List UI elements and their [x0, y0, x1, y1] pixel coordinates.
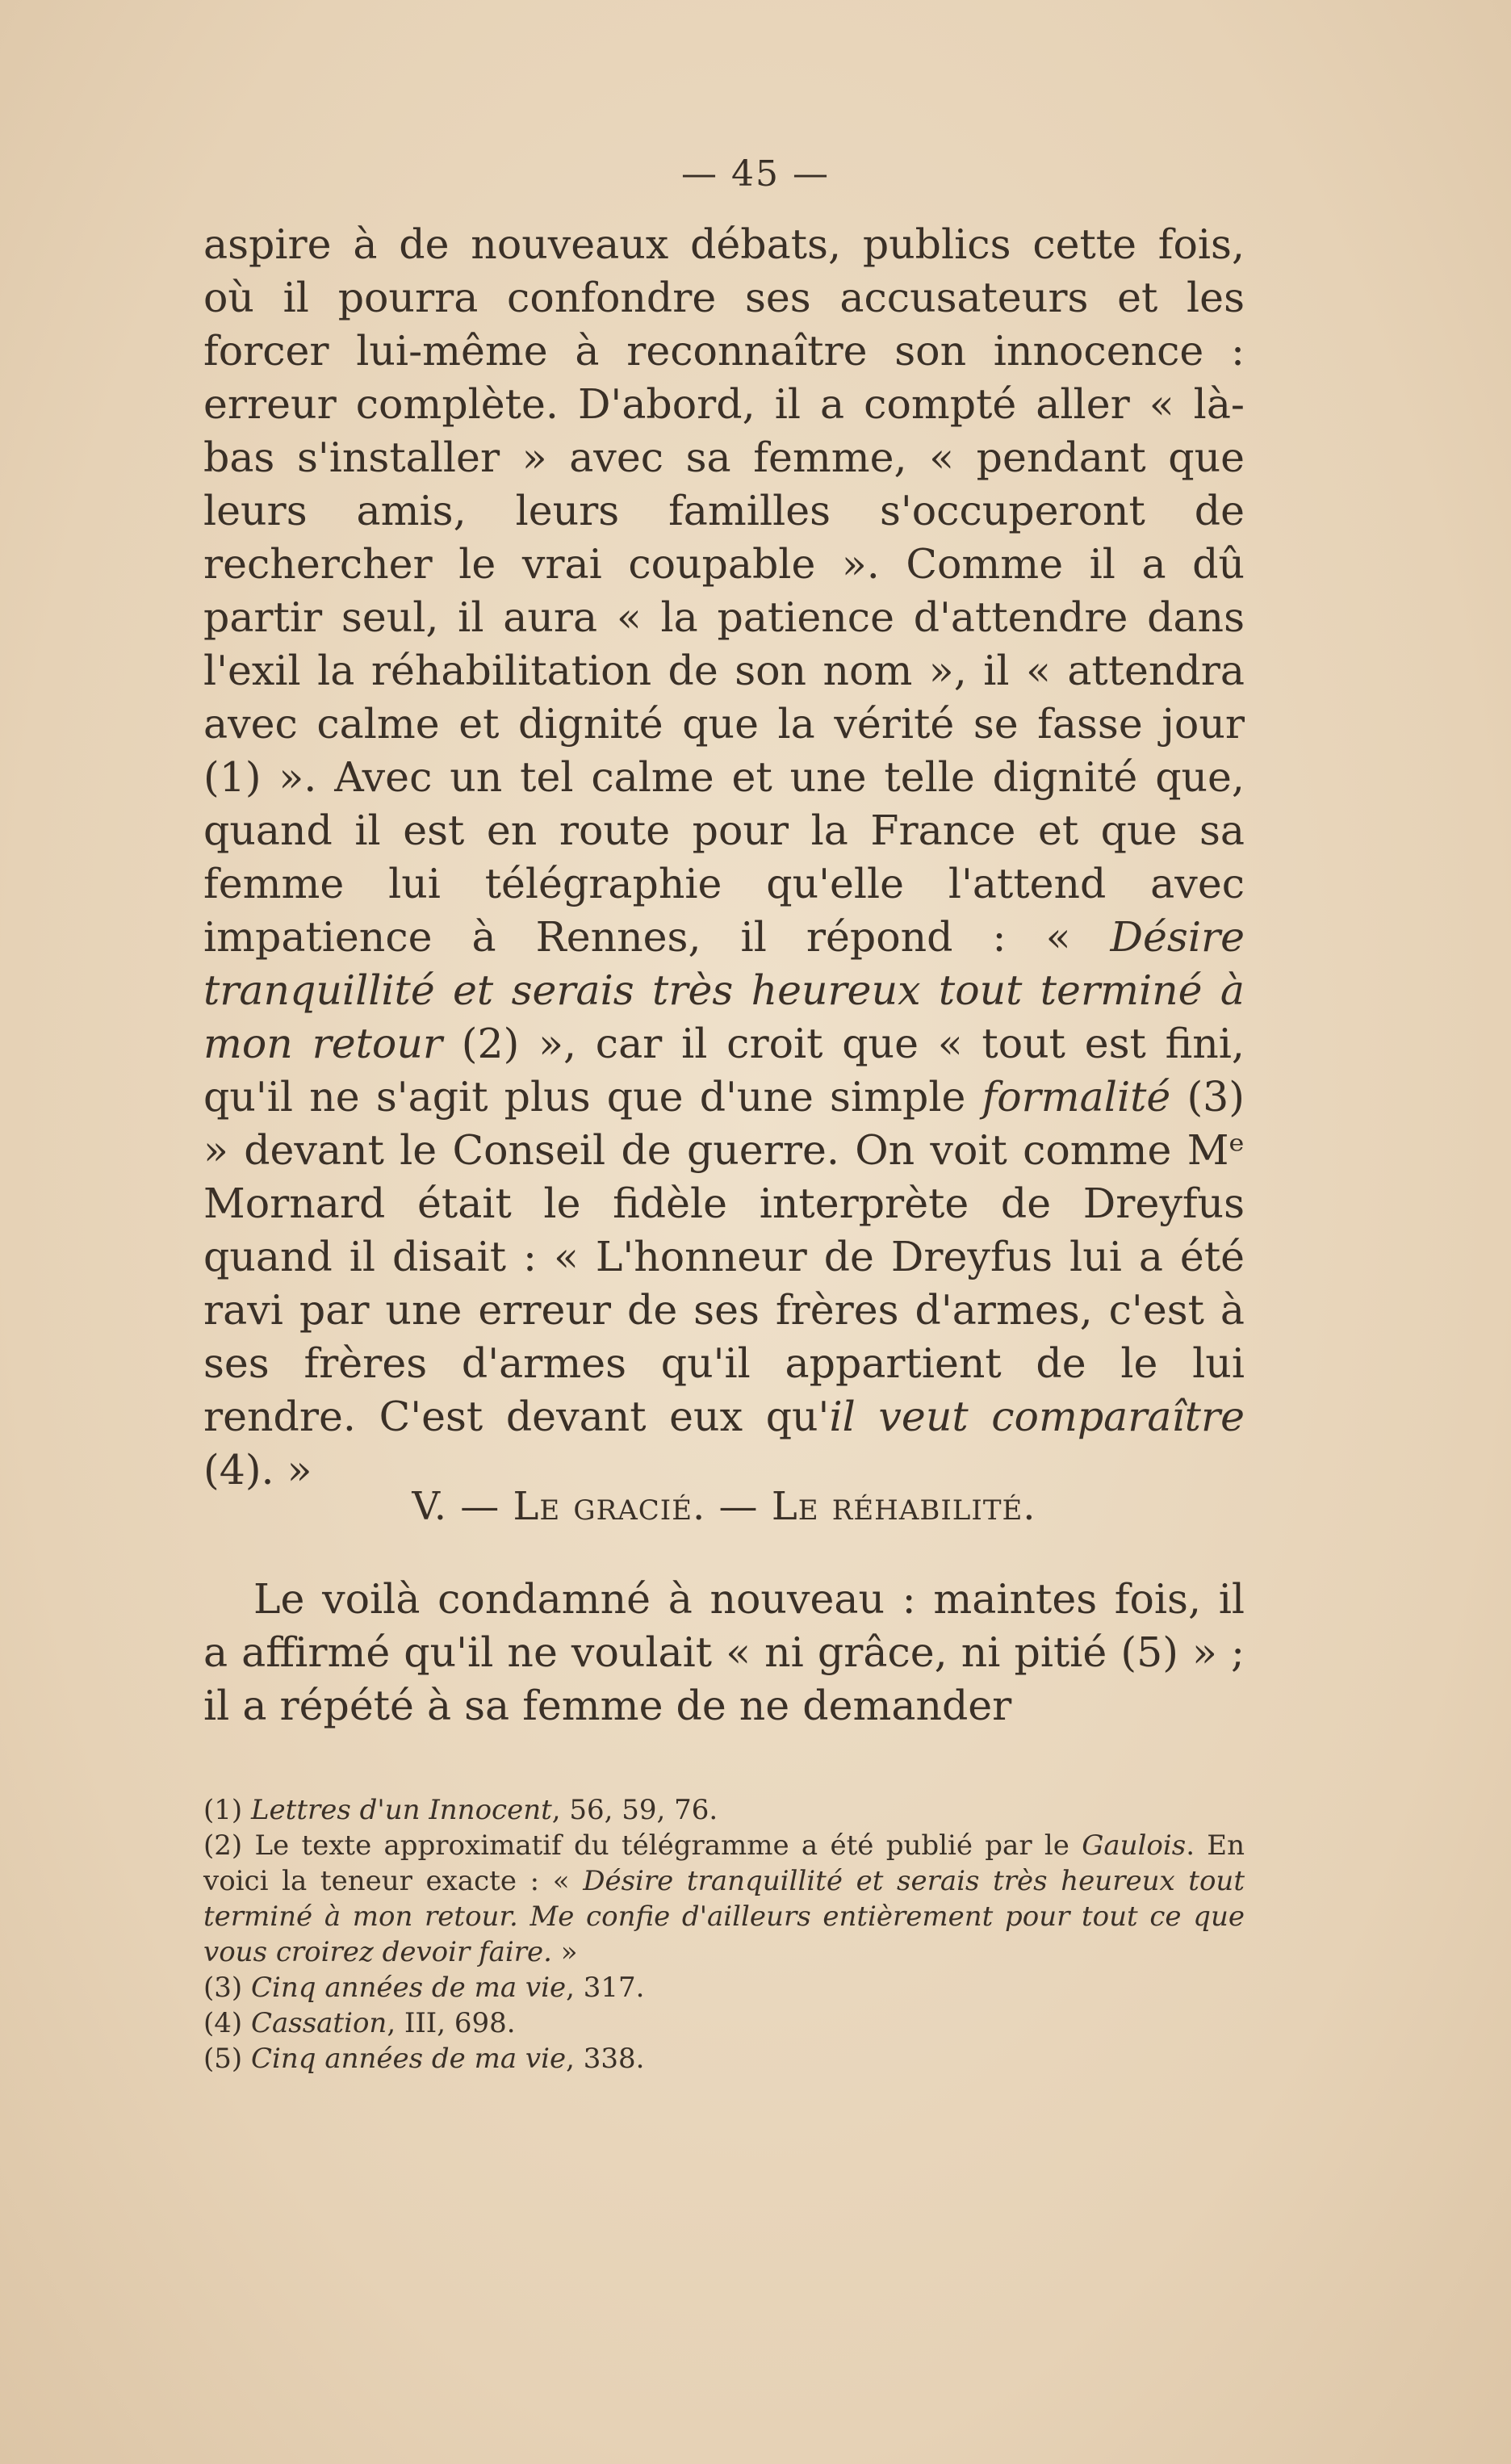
- body-text: (2) », car il croit que « tout est fini, qu'il ne s'agit plus que d'une simple: [203, 1020, 1245, 1121]
- footnote-3: (3) Cinq années de ma vie, 317.: [203, 1972, 645, 2004]
- body-text: (4). »: [203, 1446, 312, 1494]
- footnote-2: (2) Le texte approximatif du télégramme a été publié par le Gaulois. En voici la teneur exacte : « Désire tranquillité et serais très heureux tout terminé à mon retour. Me confie d'ailleurs entièrement pour tout ce que vous croirez devoir faire. »: [203, 1829, 1245, 1968]
- section-heading: [203, 1484, 1245, 1529]
- body-text: (3) » devant le Conseil de guerre. On voit comme Mᵉ Mornard était le fidèle interprète de Dreyfus quand il disait : « L'honneur de Dreyfus lui a été ravi par une erreur de ses frères d'armes, c'est à ses frères d'armes qu'il appartient de le lui rendre. C'est devant eux qu': [203, 1073, 1245, 1440]
- footnote-1: (1) Lettres d'un Innocent, 56, 59, 76.: [203, 1794, 718, 1826]
- body-italic: formalité: [982, 1073, 1171, 1121]
- section-title-a: Le gracié.: [513, 1484, 706, 1529]
- footnote-5: (5) Cinq années de ma vie, 338.: [203, 2043, 645, 2075]
- main-paragraph: [203, 218, 1245, 1497]
- second-paragraph: Le voilà condamné à nouveau : maintes fois, il a affirmé qu'il ne voulait « ni grâce, ni pitié (5) » ; il a répété à sa femme de ne demander: [203, 1575, 1245, 1729]
- footnote-4: (4) Cassation, III, 698.: [203, 2007, 516, 2039]
- footnotes: [203, 1792, 1245, 2076]
- body-text: aspire à de nouveaux débats, publics cette fois, où il pourra confondre ses accusateurs et les forcer lui-même à reconnaître son innocence : erreur complète. D'abord, il a compté aller « là-bas s'installer » avec sa femme, « pendant que leurs amis, leurs familles s'occuperont de rechercher le vrai coupable ». Comme il a dû partir seul, il aura « la patience d'attendre dans l'exil la réhabilitation de son nom », il « attendra avec calme et dignité que la vérité se fasse jour (1) ». Avec un tel calme et une telle dignité que, quand il est en route pour la France et que sa femme lui télégraphie qu'elle l'attend avec impatience à Rennes, il répond : «: [203, 220, 1245, 961]
- section-separator: —: [718, 1484, 759, 1529]
- page-number: — 45 —: [681, 153, 830, 195]
- section-number: V. —: [412, 1484, 500, 1529]
- body-italic: Désire tranquillité et serais très heureux tout terminé à mon retour: [203, 913, 1245, 1067]
- body-italic: il veut comparaître: [829, 1393, 1245, 1440]
- section-title-b: Le réhabilité.: [771, 1484, 1036, 1529]
